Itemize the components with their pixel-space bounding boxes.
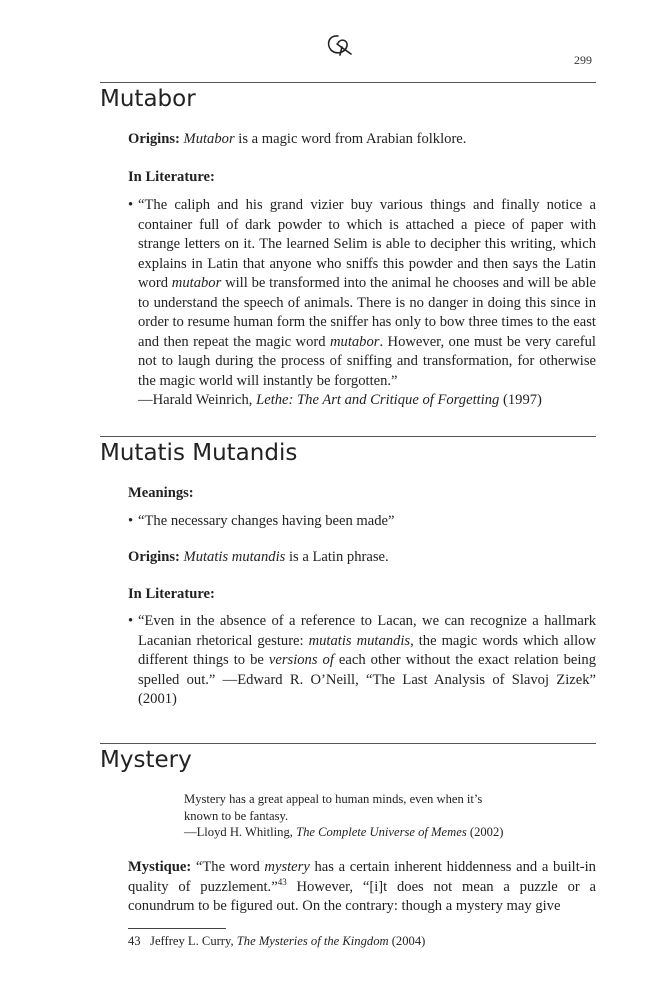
entry-title-mutatis-mutandis: Mutatis Mutandis — [100, 440, 298, 466]
in-literature-label: In Literature: — [128, 586, 215, 602]
footnote: 43 Jeffrey L. Curry, The Mysteries of the Kingdom (2004) — [128, 934, 426, 948]
quote-text: . However, one must be very careful not to laugh during the process of sniffing and transformation, for otherwise the magic world will instantly be forgotten.” — [138, 333, 596, 389]
quote-text: will be transformed into the animal he chooses and will be able to understand the speech of animals. There is no danger in doing this since in order to resume human form the sniffer has only to bow three times to the east and then repeat the magic word — [138, 275, 596, 350]
epigraph-text: known to be fantasy. — [184, 808, 289, 823]
origins-line — [128, 548, 596, 568]
epigraph-text: Mystery has a great appeal to human minds, even when it’s — [184, 792, 483, 806]
quote-term: mutabor — [171, 275, 222, 291]
bullet-icon: • — [128, 513, 134, 529]
quote-term: mutabor — [329, 333, 380, 350]
epigraph — [184, 791, 544, 841]
meanings-label: Meanings: — [128, 485, 194, 501]
origins-text: is a magic word from Arabian folklore. — [234, 131, 467, 147]
epigraph-work: The Complete Universe of Memes — [296, 825, 467, 839]
meaning-item: • “The necessary changes having been made” — [128, 512, 596, 532]
section-divider — [100, 743, 596, 744]
bullet-icon: • — [128, 613, 134, 629]
literature-quote — [128, 612, 596, 710]
quote-term: versions of — [268, 652, 334, 668]
section-divider — [100, 436, 596, 437]
footnote-number: 43 — [128, 934, 141, 948]
mystique-paragraph: Mystique: “The word mystery has a certain inherent hiddenness and a built-in quality of puzzlement.”$^{43}$ However, “[i]t does not mean a puzzle or a conundrum to be figured out. On the contrary: though a mystery may give — [128, 859, 597, 914]
mystique-term: mystery — [264, 859, 310, 875]
origins-term: Mutatis mutandis — [183, 549, 286, 565]
quote-term: mutatis mutandis — [308, 632, 411, 649]
origins-term: Mutabor — [183, 131, 235, 147]
origins-label: Origins: — [128, 549, 180, 565]
quote-text: “Even in the absence of a reference to Lacan, we can recognize a hallmark Lacanian rhetorical gesture: — [138, 613, 596, 649]
quote-text: , the magic words which allow different things to be — [138, 632, 597, 668]
bullet-icon: • — [128, 197, 134, 213]
footnote-divider — [128, 928, 226, 929]
footnote-reference[interactable]: 43 — [277, 876, 287, 887]
origins-text: is a Latin phrase. — [285, 549, 389, 565]
section-divider — [100, 82, 596, 83]
footnote-work: The Mysteries of the Kingdom — [236, 934, 389, 948]
swirl-ornament-icon — [323, 32, 357, 58]
attribution-work: Lethe: The Art and Critique of Forgetting — [256, 392, 500, 408]
entry-title-mutabor: Mutabor — [100, 86, 196, 112]
entry-title-mystery: Mystery — [100, 747, 192, 773]
quote-text: each other without the exact relation being spelled out.” —Edward R. O’Neill, “The Last Analysis of Slavoj Zizek” (2001) — [138, 652, 596, 707]
in-literature-label: In Literature: — [128, 169, 215, 185]
origins-label: Origins: — [128, 131, 180, 147]
origins-line — [128, 130, 596, 150]
quote-attribution: —Harald Weinrich, Lethe: The Art and Critique of Forgetting (1997) — [138, 392, 542, 408]
epigraph-attribution: —Lloyd H. Whitling, The Complete Universe of Memes (2002) — [184, 825, 504, 839]
mystique-label: Mystique: — [128, 859, 192, 875]
page-number: 299 — [574, 53, 592, 67]
literature-quote — [128, 196, 596, 411]
quote-text: “The caliph and his grand vizier buy various things and finally notice a container full of dark powder to which is attached a piece of paper with strange letters on it. The learned Selim is able to decipher this writing, which explains in Latin that anyone who sniffs this powder and then says the Latin word — [138, 197, 596, 291]
